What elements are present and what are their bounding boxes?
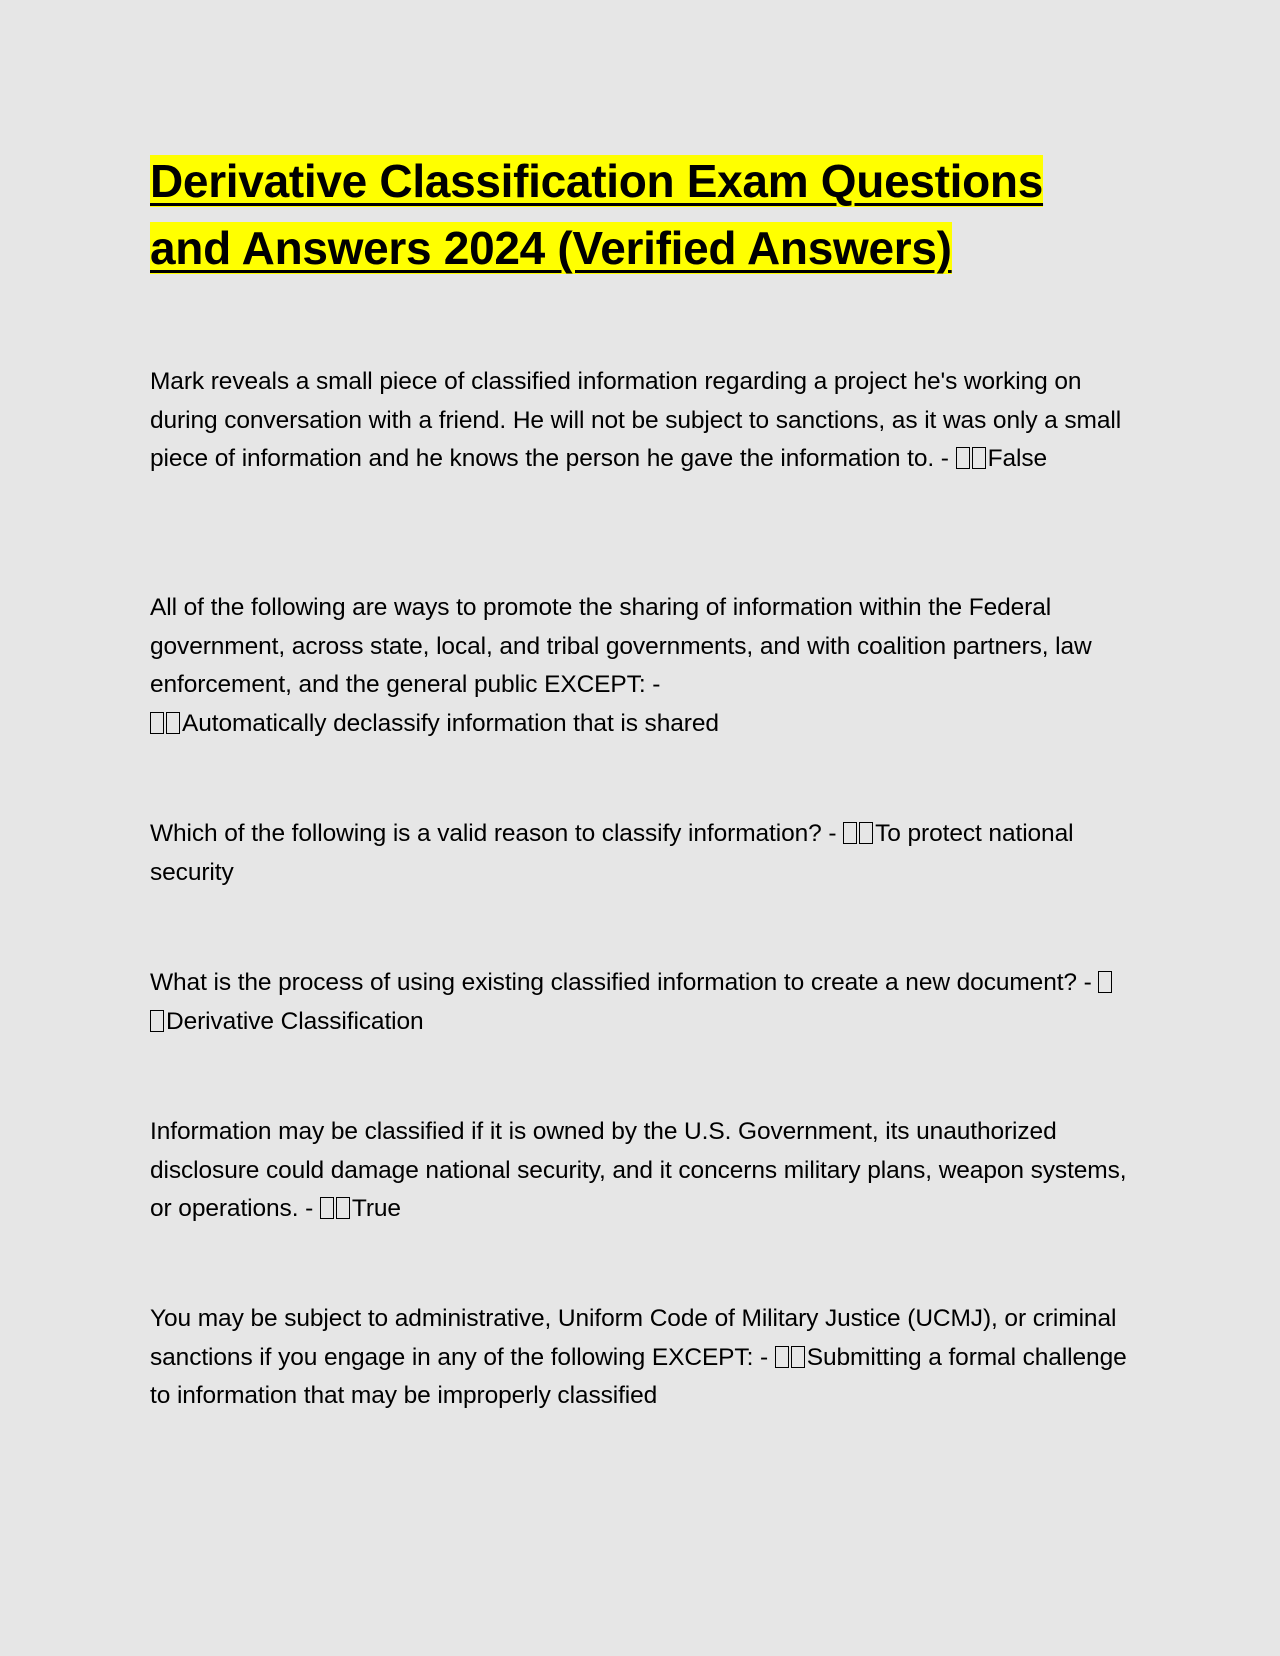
missing-glyph-box-icon: [150, 1010, 164, 1032]
answer-text: False: [987, 445, 1047, 473]
title-highlight: [150, 155, 1043, 274]
missing-glyph-box-icon: [859, 822, 873, 844]
missing-glyph-box-icon: [972, 447, 986, 469]
answer-text: Automatically declassify information that is shared: [182, 709, 719, 737]
missing-glyph-box-icon: [336, 1197, 350, 1219]
document-title: [150, 148, 1130, 282]
missing-glyph-box-icon: [843, 822, 857, 844]
qa-item-3: [150, 815, 1130, 892]
qa-item-1: [150, 363, 1130, 479]
answer-text: To protect national security: [150, 820, 1074, 886]
answer-text: True: [351, 1195, 401, 1223]
title-block: [150, 148, 1130, 282]
missing-glyph-box-icon: [775, 1346, 789, 1368]
qa-item-2: [150, 589, 1130, 743]
missing-glyph-box-icon: [956, 447, 970, 469]
qa-item-5: [150, 1113, 1130, 1229]
missing-glyph-box-icon: [150, 712, 164, 734]
title-line-2: and Answers 2024 (Verified Answers): [150, 222, 952, 274]
answer-text: Derivative Classification: [166, 1007, 424, 1035]
missing-glyph-box-icon: [1098, 971, 1112, 993]
qa-item-6: [150, 1300, 1130, 1416]
question-text: What is the process of using existing classified information to create a new document? -: [150, 969, 1099, 996]
question-text: Information may be classified if it is owned by the U.S. Government, its unauthorized disclosure could damage national security, and it concerns military plans, weapon systems, or operations. -: [150, 1118, 1127, 1223]
question-text: You may be subject to administrative, Uniform Code of Military Justice (UCMJ), or criminal sanctions if you engage in any of the following EXCEPT: -: [150, 1305, 1117, 1371]
question-text: Which of the following is a valid reason to classify information? -: [150, 820, 844, 847]
question-text: All of the following are ways to promote the sharing of information within the Federal government, across state, local, and tribal governments, and with coalition partners, law enforcement, and the general public EXCEPT: -: [150, 594, 1092, 699]
qa-item-4: [150, 964, 1130, 1041]
missing-glyph-box-icon: [320, 1197, 334, 1219]
answer-text: Submitting a formal challenge to information that may be improperly classified: [150, 1343, 1127, 1410]
missing-glyph-box-icon: [166, 712, 180, 734]
missing-glyph-box-icon: [791, 1346, 805, 1368]
title-line-1: Derivative Classification Exam Questions: [150, 155, 1044, 207]
question-text: Mark reveals a small piece of classified information regarding a project he's working on during conversation with a friend. He will not be subject to sanctions, as it was only a small piece of information and he knows the person he gave the information to. -: [150, 368, 1122, 473]
